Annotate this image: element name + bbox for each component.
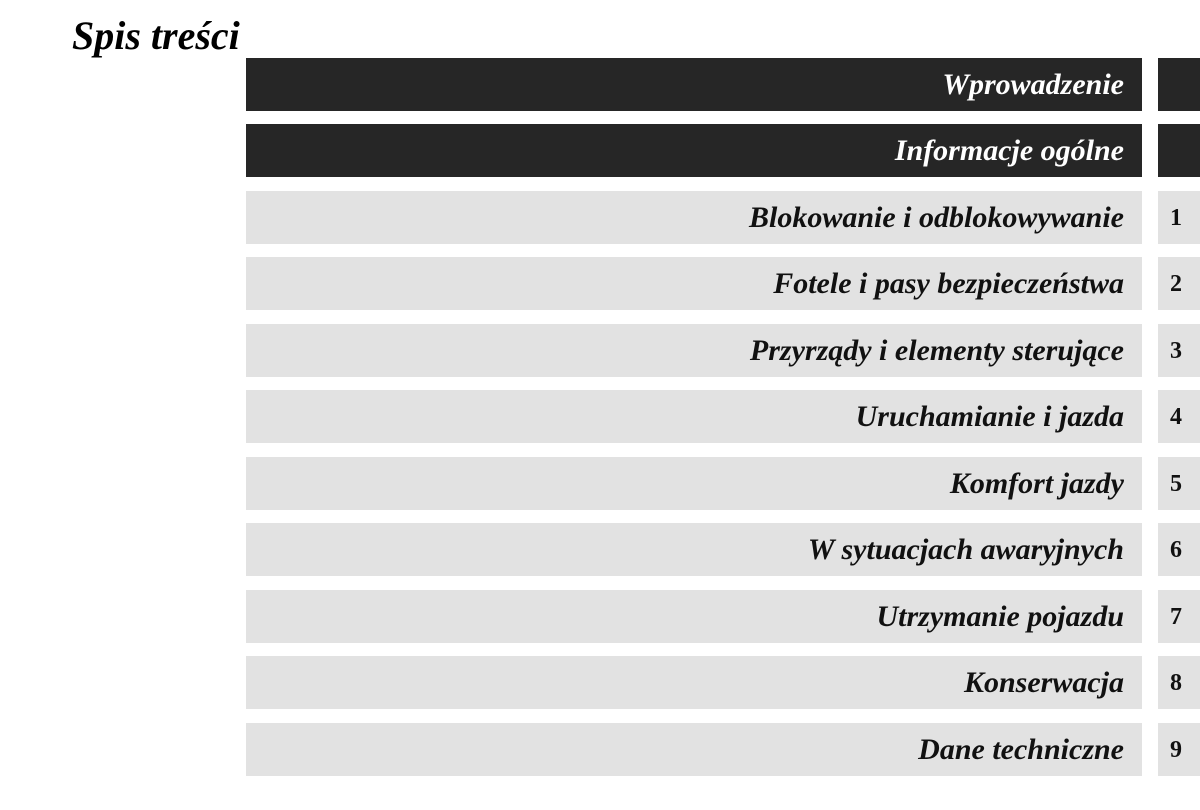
toc-item-fotele[interactable] [246,257,1200,310]
toc-item-number: 6 [1170,536,1182,563]
toc-item-label: Utrzymanie pojazdu [876,599,1124,633]
toc-item-konserwacja[interactable] [246,656,1200,709]
toc-item-tab [1158,191,1200,244]
toc-item-tab [1158,723,1200,776]
toc-item-label: Dane techniczne [918,732,1124,766]
toc-item-tab [1158,523,1200,576]
toc-item-number: 8 [1170,669,1182,696]
toc-item-number: 5 [1170,470,1182,497]
toc-item-bar [246,257,1142,310]
toc-item-label: Przyrządy i elementy sterujące [749,333,1124,367]
toc-item-tab [1158,124,1200,177]
toc-item-label: W sytuacjach awaryjnych [807,532,1124,566]
toc-item-przyrzady[interactable] [246,324,1200,377]
toc-item-dane-techniczne[interactable] [246,723,1200,776]
toc-item-tab [1158,58,1200,111]
toc-item-bar [246,390,1142,443]
toc-item-label: Uruchamianie i jazda [855,399,1124,433]
toc-item-bar [246,656,1142,709]
toc-item-bar [246,124,1142,177]
toc-item-label: Konserwacja [963,665,1124,699]
toc-item-bar [246,523,1142,576]
toc-item-tab [1158,590,1200,643]
toc-item-label: Komfort jazdy [949,466,1124,500]
toc-item-bar [246,324,1142,377]
toc-item-tab [1158,257,1200,310]
toc-item-number: 2 [1170,270,1182,297]
toc-item-number: 1 [1170,204,1182,231]
toc-item-uruchamianie[interactable] [246,390,1200,443]
toc-item-label: Fotele i pasy bezpieczeństwa [773,266,1124,300]
toc-item-number: 3 [1170,337,1182,364]
toc-item-number: 4 [1170,403,1182,430]
toc-item-sytuacje-awaryjne[interactable] [246,523,1200,576]
toc-item-tab [1158,390,1200,443]
page-title: Spis treści [72,13,240,58]
toc-item-bar [246,590,1142,643]
toc-item-komfort[interactable] [246,457,1200,510]
toc-item-blokowanie[interactable] [246,191,1200,244]
toc-item-bar [246,457,1142,510]
toc-item-wprowadzenie[interactable] [246,58,1200,111]
toc-item-tab [1158,656,1200,709]
toc-item-tab [1158,457,1200,510]
toc-item-number: 7 [1170,603,1182,630]
toc-item-label: Informacje ogólne [894,133,1124,167]
toc-item-bar [246,58,1142,111]
toc-item-label: Wprowadzenie [942,67,1124,101]
toc-item-bar [246,723,1142,776]
toc-item-tab [1158,324,1200,377]
toc-item-utrzymanie[interactable] [246,590,1200,643]
toc-item-informacje-ogolne[interactable] [246,124,1200,177]
toc-item-label: Blokowanie i odblokowywanie [748,200,1124,234]
toc-item-number: 9 [1170,736,1182,763]
toc-item-bar [246,191,1142,244]
